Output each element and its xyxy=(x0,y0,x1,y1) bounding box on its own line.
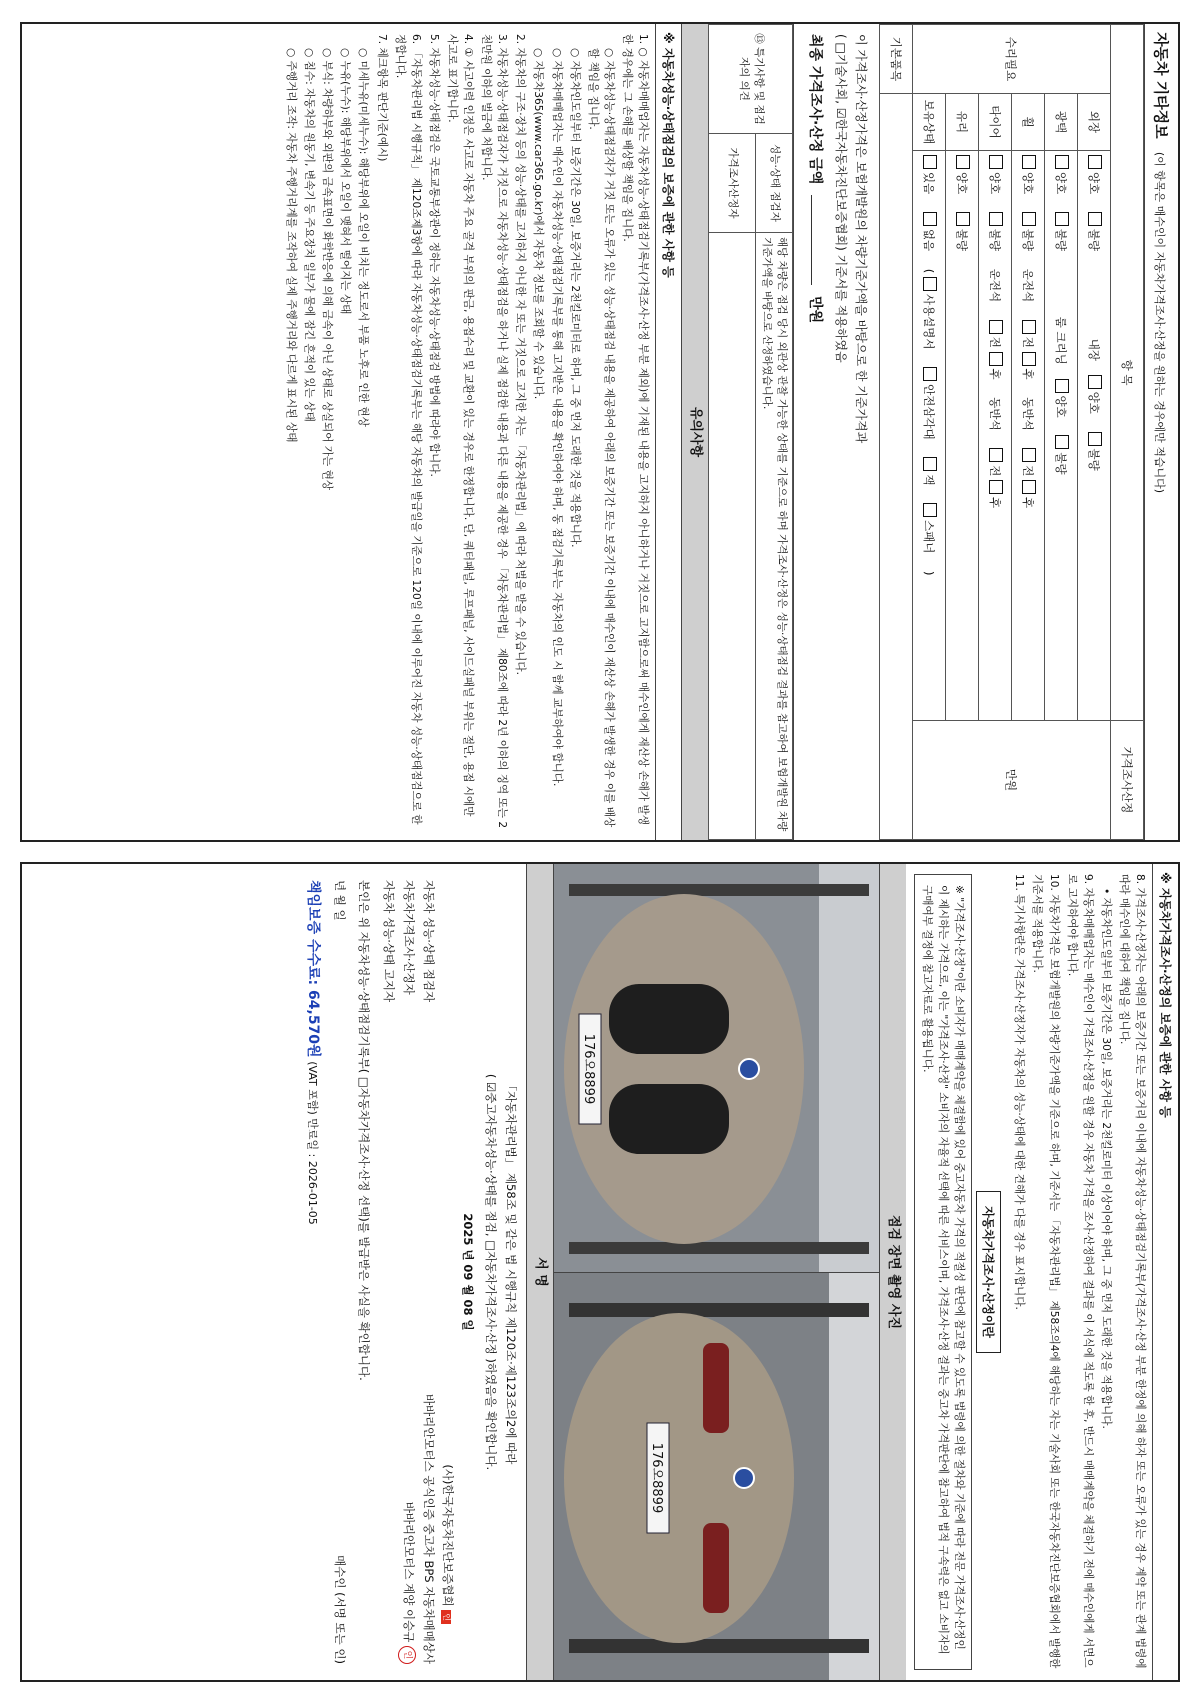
perf-checker-text: 해당 차량은 점검 당시 외관상 관찰 가능한 상태를 기준으로 하며 가격조사·산정은 성능·상태점검 결과를 참고하여 보험개발원 차량기준가액을 바탕으로 산정하였습니다. xyxy=(755,233,792,840)
note-item: ○ 미세누유(미세누수): 해당부위에 오일이 비치는 정도로서 부품 노후로 인한 현상 xyxy=(357,48,370,427)
fee-suffix: (VAT 포함) 만료일 : 2026-01-05 xyxy=(305,1061,319,1225)
term-text: ※ "가격조사·산정"이란 소비자가 매매계약을 체결함에 있어 중고자동차 가격의 적절성 판단에 참고할 수 있도록 법령에 의한 절차와 기준에 따라 전문 가격조사·산정인이 제시하는 가격으로, 이는 "가격조사·산정" 소비자의 자율적 선택에 따른 서비스이며, 가격조사·산정 결과는 중고차 가격판단에 참고하여 법적 구속력은 없고 소비자의 구매여부 결정에 참고자료로 활용됩니다. xyxy=(914,874,972,1670)
plate-text-front: 176오8899 xyxy=(580,1033,596,1105)
dealer-name: 바바리안모터스 계양 이승규 xyxy=(402,1501,417,1643)
checkbox[interactable] xyxy=(1022,480,1036,494)
checkbox[interactable] xyxy=(923,277,937,291)
exterior-options: 양호 불량 내장 양호 불량 xyxy=(1078,151,1111,721)
checkbox[interactable] xyxy=(989,155,1003,169)
checkbox[interactable] xyxy=(1055,435,1069,449)
term-button: 자동차가격조사·산정이란 xyxy=(976,1191,1001,1353)
row-exterior: 외장 xyxy=(1078,94,1111,151)
final-price-block: 이 가격조사·산정가격은 보험개발원의 차량기준가액을 바탕으로 한 기준가격과 ( □기술사회, ☑한국자동차진단보증협회) 기준서를 적용하였음 최종 가격조사·산정 금액 만원 xyxy=(793,24,879,840)
special-notes-table xyxy=(708,24,793,840)
org-name: (사)한국자동차진단보증협회 xyxy=(441,1464,456,1607)
checkbox[interactable] xyxy=(989,320,1003,334)
page-right xyxy=(20,862,1180,1682)
final-price-label: 최종 가격조사·산정 금액 xyxy=(807,34,824,185)
document-sheet xyxy=(20,22,1180,1682)
note-item: 4. ① 사고이력 인정은 사고로 자동차 주요 골격 부위의 판금, 용접수리 및 교환이 있는 경우로 한정합니다. 단, 쿼터패널, 루프패널, 사이드실패널 부위는 절단, 용접 시에만 사고로 표기합니다. xyxy=(445,34,475,817)
price-checker-label: 가격조사산정자 xyxy=(708,134,755,233)
note-item: 11. 특기사항란은 가격조사·산정자가 자동차의 성능·상태에 대한 견해가 다를 경우 표시합니다. xyxy=(1013,874,1026,1310)
page-left xyxy=(20,22,1180,842)
checkbox[interactable] xyxy=(923,457,937,471)
notes-heading: ※ 자동차성능·상태점검의 보증에 관한 사항 등 xyxy=(655,24,681,840)
checkbox[interactable] xyxy=(1055,379,1069,393)
note-item: 1. ○ 자동차매매업자는 자동차성능·상태점검기록부(가격조사·산정 부분 제외)에 기재된 내용을 고지하지 아니하거나 거짓으로 고지함으로써 매수인에게 재산상 손해가 발생한 경우에는 그 손해를 배상할 책임을 집니다. xyxy=(620,34,649,825)
notes-list xyxy=(277,24,655,840)
checkbox[interactable] xyxy=(989,480,1003,494)
price-notes-list xyxy=(1005,864,1152,1680)
note-item: ○ 주행거리 조작: 자동차 주행거리계를 조작하여 실제 주행거리와 다르게 표시된 상태 xyxy=(285,48,298,443)
inspector-label: 자동차 성능·상태 점검자 xyxy=(421,880,436,1003)
checkbox[interactable] xyxy=(1088,375,1102,389)
won-cell: 만원 xyxy=(913,721,1111,840)
checkbox[interactable] xyxy=(1022,352,1036,366)
confirm-text: 본인은 위 자동차성능·상태점검기록부( □자동차가격조사·산정 선택)를 발급받은 사실을 확인합니다. xyxy=(356,880,371,1381)
checkbox[interactable] xyxy=(956,155,970,169)
note-item: ○ 자동차인도일부터 보증기간은 30일, 보증거리는 2천킬로미터로 하며, 그 중 먼저 도래한 것을 적용합니다. xyxy=(568,48,581,548)
etc-info-table: 항 목 가격조사산정 수리필요 외장 양호 불량 내장 양호 불량 만원 광택 양호 불량 룸 크리닝 양호 불량 휠 양호 불량 운전석 전 후 동반석 전 후 타이어 양호 불량 운전석 전 후 동반석 전 후 유리 양호 불량 보유상태 있음 없음 ( 사용설명서 안전삼각대 잭 스패너 ) 기본품목 xyxy=(879,24,1144,840)
checkbox[interactable] xyxy=(1088,432,1102,446)
org-stamp: 인 xyxy=(441,1610,452,1624)
checkbox[interactable] xyxy=(923,503,937,517)
plate-text-rear: 176오8899 xyxy=(648,1442,664,1513)
sign-title: 서 명 xyxy=(526,864,553,1680)
checkbox[interactable] xyxy=(923,155,937,169)
etc-info-header xyxy=(1144,24,1178,840)
sign-block: 「자동차관리법」 제58조 및 같은 법 시행규칙 제120조·제123조의2에 따라 ( ☑중고자동차성능·상태를 점검, □자동차가격조사·산정 )하였음을 확인합니다. 2025 년 09 월 08 일 (사)한국자동차진단보증협회 인 자동차 성능·상태 점검자 바바리안모터스 공식인증 중고차 BPS 자동차매매상사 자동차가격조사·산정자 바바리안모터스 계양 이승규 인 자동차 성능·상태 고지자 본인은 위 자동차성능·상태점검기록부( □자동차가격조사·산정 선택)를 발급받은 사실을 확인합니다. 년 월 일 매수인 (서명 또는 인) 책임보증 수수료: 64,570원 (VAT 포함) 만료일 : 2026-01-05 xyxy=(304,880,518,1664)
checkbox[interactable] xyxy=(956,212,970,226)
checkbox[interactable] xyxy=(1022,155,1036,169)
checkbox[interactable] xyxy=(923,367,937,381)
fee-line: 책임보증 수수료: 64,570원 xyxy=(304,880,321,1058)
dealer-line: 자동차 성능·상태 고지자 xyxy=(382,880,397,1003)
note-item: 2. 자동차의 구조·장치 등의 성능·상태를 고지하지 아니한 자 또는 거짓으로 고지한 자는 「자동차관리법」에 따라 처벌을 받을 수 있습니다. xyxy=(514,34,527,676)
pp-note: 바바리안모터스 공식인증 중고차 BPS 자동차매매상사 xyxy=(421,1393,436,1664)
checkbox[interactable] xyxy=(989,352,1003,366)
etc-title: 자동차 기타정보 xyxy=(1152,32,1170,139)
sign-date: 2025 년 09 월 08 일 xyxy=(460,1213,475,1331)
note-item: ○ 자동차성능·상태점검자가 거짓 또는 오류가 있는 성능·상태점검 내용을 제공하여 아래의 보증기간 또는 보증기간 이내에 매수인이 재산상 손해가 발생한 경우 이를 배상할 책임을 집니다. xyxy=(586,48,615,828)
checkbox[interactable] xyxy=(1055,212,1069,226)
price-person-label: 자동차가격조사·산정자 xyxy=(402,880,417,995)
buyer-label: 매수인 xyxy=(333,1555,348,1589)
checkbox[interactable] xyxy=(1022,212,1036,226)
cat-basic: 기본품목 xyxy=(880,25,913,94)
etc-title-note: (이 항목은 매수인이 자동차가격조사·산정을 원하는 경우에만 적습니다) xyxy=(1153,151,1166,494)
checkbox[interactable] xyxy=(989,448,1003,462)
special-label: ⑬ 특기사항 및 점검자의 의견 xyxy=(708,25,792,134)
note-item: ○ 부식: 차량하부와 외판의 금속표면이 화학반응에 의해 금속이 아닌 상태로 상실되어 가는 현상 xyxy=(321,48,334,491)
note-item: ○ 침수: 자동차의 원동기, 변속기 등 주요장치 일부가 물에 잠긴 흔적이 있는 상태 xyxy=(303,48,316,422)
checkbox[interactable] xyxy=(1088,155,1102,169)
cat-repair: 수리필요 xyxy=(913,25,1111,94)
note-item: 3. 자동차성능·상태점검자가 거짓으로 자동차성능·상태점검을 하거나 실제 점검한 내용과 다른 내용을 제공한 경우 「자동차관리법」 제80조에 따라 2년 이하의 징역 또는 2천만원 이하의 벌금에 처합니다. xyxy=(480,34,509,829)
notes-title: 유의사항 xyxy=(681,24,708,840)
note-item: 10. 자동차가격은 보험개발원의 차량기준가액을 기준으로 하며, 기준서는 「자동차관리법」 제58조의4에 해당하는 자는 기술사회 또는 한국자동차진단보증협회에서 발행한 기준서를 적용합니다. xyxy=(1031,874,1060,1669)
price-header: 가격조사산정 xyxy=(1111,721,1144,840)
checkbox[interactable] xyxy=(1022,320,1036,334)
checkbox[interactable] xyxy=(1055,155,1069,169)
note-item: • 자동차인도일부터 보증기간은 30일, 보증거리는 2천킬로미터 이상이어야 하며, 그 중 먼저 도래한 것을 적용합니다. xyxy=(1099,888,1112,1429)
note-item: 6. 「자동차관리법 시행규칙」 제120조제3항에 따라 자동차성능·상태점검기록부는 해당 자동차의 발급일을 기준으로 120일 이내에 이루어진 자동차 성능·상태점검으로 한정합니다. xyxy=(393,34,422,825)
photos-row xyxy=(553,864,879,1680)
rear-photo xyxy=(554,1273,879,1681)
note-item: 9. 자동차매매업자는 매수인이 가격조사·산정을 원할 경우 자동차 가격을 조사·산정하여 결과를 이 서식에 적도록 한 후, 반드시 매매계약을 체결하기 전에 매수인에게 서면으로 고지하여야 합니다. xyxy=(1065,874,1094,1668)
note-item: ○ 누유(누수): 해당부위에서 오일이 맺혀서 떨어지는 상태 xyxy=(339,48,352,315)
items-header: 항 목 xyxy=(1111,25,1144,721)
note-item: 8. 가격조사·산정자는 아래의 보증기간 또는 보증거리 이내에 자동차성능·상태점검기록부(가격조사·산정 부분 한정에 의해 하자 또는 오류가 있는 경우 계약 또는 관계 법령에 따라 매수인에 대하여 책임을 집니다. xyxy=(1117,874,1146,1669)
front-photo xyxy=(554,864,879,1273)
checkbox[interactable] xyxy=(1088,212,1102,226)
seal-icon: 인 xyxy=(398,1646,416,1664)
note-item: 7. 체크항목 판단기준(예시) xyxy=(375,34,388,162)
right-heading: ※ 자동차가격조사·산정의 보증에 관한 사항 등 xyxy=(1152,864,1178,1680)
checkbox[interactable] xyxy=(923,212,937,226)
photos-title: 점검 장면 촬영 사진 xyxy=(879,864,906,1680)
note-item: 5. 자동차성능·상태점검은 국토교통부장관이 정하는 자동차성능·상태점검 방법에 따라야 합니다. xyxy=(427,34,440,477)
perf-checker-label: 성능·상태 점검자 xyxy=(755,134,792,233)
checkbox[interactable] xyxy=(989,212,1003,226)
checkbox[interactable] xyxy=(1022,448,1036,462)
note-item: ○ 자동차365(www.car365.go.kr)에서 자동차 정보를 조회할 수 있습니다. xyxy=(532,48,545,400)
ymd: 년 월 일 xyxy=(333,880,348,921)
note-item: ○ 자동차매매업자는 매수인이 자동차성능·상태점검기록부를 통해 고지받은 내용을 확인하여야 하며, 동 점검기록부는 자동차의 인도 시 함께 교부하여야 합니다. xyxy=(550,48,563,787)
